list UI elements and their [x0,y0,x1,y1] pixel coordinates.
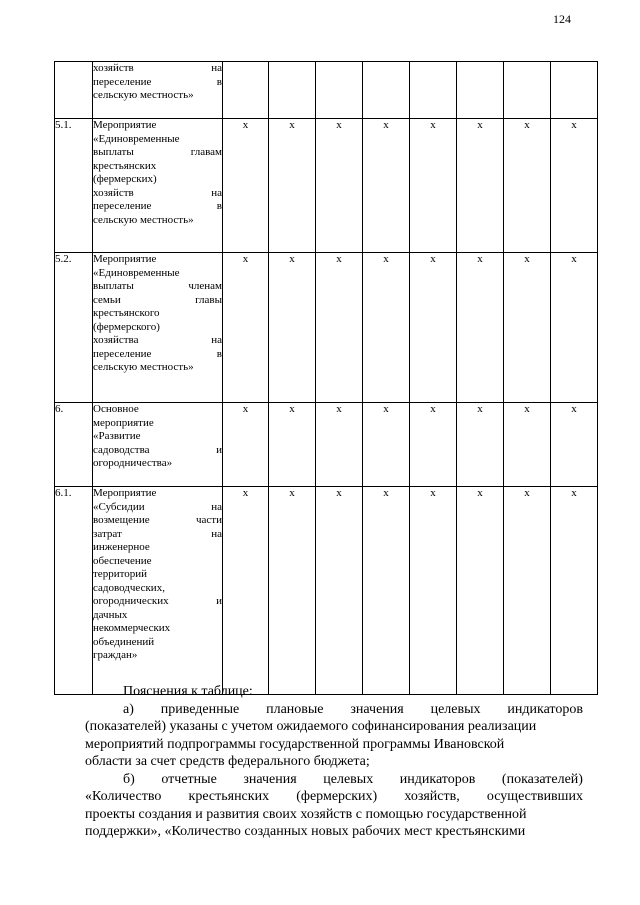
row-number-cell: 6. [55,403,93,487]
table-row [55,403,598,487]
row-name-cell: Мероприятие «Единовременные выплаты членам семьи главы крестьянского (фермерского) хозяйства на переселение в сельскую местность» [93,253,223,403]
row-number-cell: 5.2. [55,253,93,403]
value-cell: х [223,403,269,487]
value-cell [316,62,363,119]
value-cell: х [316,403,363,487]
indicators-table [54,61,598,695]
table-notes [85,683,583,841]
value-cell: х [457,253,504,403]
value-cell: х [223,487,269,695]
value-cell: х [316,253,363,403]
note-paragraph-b [85,771,583,841]
value-cell: х [316,119,363,253]
row-number-cell: 5.1. [55,119,93,253]
row-number-cell [55,62,93,119]
row-name-cell: Основное мероприятие «Развитие садоводства и огородничества» [93,403,223,487]
value-cell: х [269,487,316,695]
value-cell: х [223,119,269,253]
value-cell: х [551,403,598,487]
value-cell: х [457,119,504,253]
note-line: а) приведенные плановые значения целевых индикаторов [123,701,583,717]
note-line: области за счет средств федерального бюджета; [85,754,370,769]
value-cell: х [316,487,363,695]
value-cell [363,62,410,119]
value-cell [223,62,269,119]
value-cell [551,62,598,119]
note-line: (показателей) указаны с учетом ожидаемого софинансирования реализации [85,719,537,734]
table-row [55,119,598,253]
value-cell [269,62,316,119]
value-cell: х [269,253,316,403]
row-name-cell: Мероприятие «Единовременные выплаты главам крестьянских (фермерских) хозяйств на переселение в сельскую местность» [93,119,223,253]
value-cell: х [504,403,551,487]
note-paragraph-a [85,701,583,771]
value-cell: х [504,119,551,253]
value-cell: х [410,119,457,253]
page-number: 124 [553,12,571,26]
value-cell [410,62,457,119]
row-number-cell: 6.1. [55,487,93,695]
value-cell: х [363,487,410,695]
value-cell: х [551,487,598,695]
note-line: мероприятий подпрограммы государственной программы Ивановской [85,736,505,752]
note-line: проекты создания и развития своих хозяйств с помощью государственной [85,806,527,822]
note-line: поддержки», «Количество созданных новых рабочих мест крестьянскими [85,824,526,839]
notes-title: Пояснения к таблице: [123,684,253,699]
value-cell: х [269,403,316,487]
value-cell: х [363,253,410,403]
note-line: б) отчетные значения целевых индикаторов (показателей) [123,771,583,787]
value-cell: х [410,403,457,487]
note-line: «Количество крестьянских (фермерских) хозяйств, осуществивших [85,789,583,804]
value-cell: х [363,403,410,487]
value-cell: х [223,253,269,403]
table-row [55,62,598,119]
value-cell: х [551,253,598,403]
value-cell [457,62,504,119]
value-cell [504,62,551,119]
value-cell: х [269,119,316,253]
value-cell: х [410,253,457,403]
value-cell: х [363,119,410,253]
value-cell: х [504,487,551,695]
value-cell: х [551,119,598,253]
value-cell: х [457,403,504,487]
table-row [55,487,598,695]
value-cell: х [410,487,457,695]
value-cell: х [504,253,551,403]
row-name-cell: хозяйств на переселение в сельскую местность» [93,62,223,119]
table-row [55,253,598,403]
row-name-cell: Мероприятие «Субсидии на возмещение части затрат на инженерное обеспечение территорий садоводческих, огороднических и дачных некоммерческих объединений граждан» [93,487,223,695]
value-cell: х [457,487,504,695]
